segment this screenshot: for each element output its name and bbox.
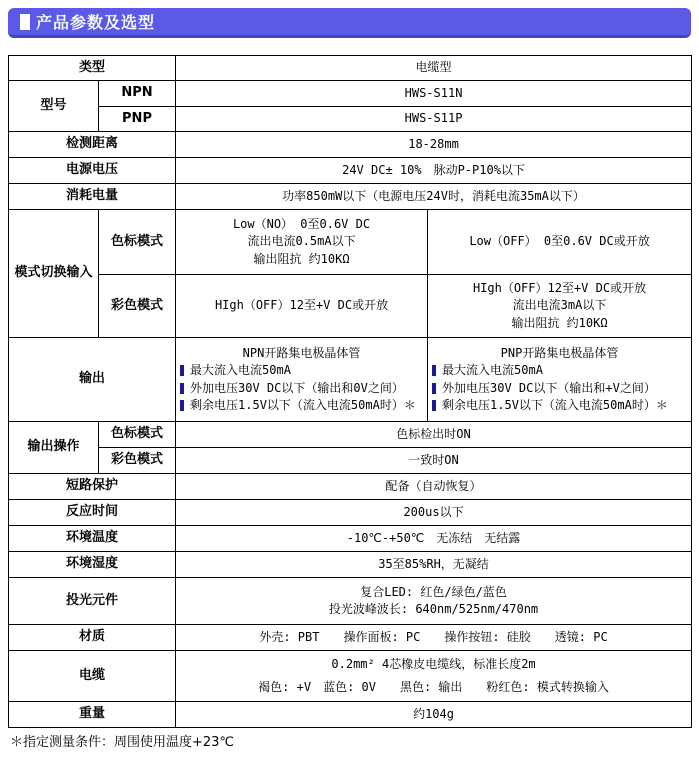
sub-label-npn: NPN — [99, 81, 176, 107]
value-emitter: 复合LED: 红色/绿色/蓝色 投光波峰波长: 640nm/525nm/470nm — [176, 578, 692, 625]
title-square-icon — [20, 14, 30, 30]
page-title: 产品参数及选型 — [36, 13, 156, 32]
value-consumption: 功率850mW以下（电源电压24V时，消耗电流35mA以下） — [176, 184, 692, 210]
value-mode-color-npn: HIgh（OFF）12至+V DC或开放 — [176, 275, 428, 338]
row-label-weight: 重量 — [9, 702, 176, 728]
row-label-emitter: 投光元件 — [9, 578, 176, 625]
value-op-colormark: 色标检出时ON — [176, 422, 692, 448]
value-weight: 约104g — [176, 702, 692, 728]
bullet-icon — [432, 400, 436, 411]
bullet-icon — [180, 400, 184, 411]
bullet-icon — [180, 383, 184, 394]
value-mode-colormark-pnp: Low（OFF） 0至0.6V DC或开放 — [428, 210, 692, 275]
row-label-cable: 电缆 — [9, 651, 176, 702]
row-label-consumption: 消耗电量 — [9, 184, 176, 210]
sub-label-op-color: 彩色模式 — [99, 448, 176, 474]
row-label-mode-input: 模式切换输入 — [9, 210, 99, 338]
table-row — [9, 210, 692, 275]
row-label-output-op: 输出操作 — [9, 422, 99, 474]
bullet-icon — [432, 383, 436, 394]
table-row — [9, 500, 692, 526]
row-label-output: 输出 — [9, 338, 176, 422]
value-voltage: 24V DC± 10% 脉动P-P10%以下 — [176, 158, 692, 184]
value-temperature: -10℃-+50℃ 无冻结 无结露 — [176, 526, 692, 552]
value-model-npn: HWS-S11N — [176, 81, 692, 107]
row-label-material: 材质 — [9, 625, 176, 651]
table-row — [9, 702, 692, 728]
row-label-model: 型号 — [9, 81, 99, 132]
sub-label-pnp: PNP — [99, 107, 176, 132]
value-distance: 18-28mm — [176, 132, 692, 158]
table-row — [9, 107, 692, 132]
table-row — [9, 132, 692, 158]
table-row — [9, 184, 692, 210]
bullet-icon — [180, 365, 184, 376]
sub-label-colormark-mode: 色标模式 — [99, 210, 176, 275]
table-row — [9, 422, 692, 448]
row-label-response: 反应时间 — [9, 500, 176, 526]
table-row — [9, 651, 692, 702]
table-row — [9, 81, 692, 107]
table-row — [9, 625, 692, 651]
value-type: 电缆型 — [176, 56, 692, 81]
output-pnp-title: PNP开路集电极晶体管 — [500, 345, 619, 360]
value-output-pnp — [428, 338, 692, 422]
table-row — [9, 158, 692, 184]
row-label-distance: 检测距离 — [9, 132, 176, 158]
value-cable: 0.2mm² 4芯橡皮电缆线，标准长度2m 褐色: +V 蓝色: 0V 黑色: 输出 粉红色: 模式转换输入 — [176, 651, 692, 702]
output-pnp-items: 最大流入电流50mA 外加电压30V DC以下（输出和+V之间） 剩余电压1.5V以下（流入电流50mA时）＊ — [432, 362, 687, 414]
table-row — [9, 526, 692, 552]
table-row — [9, 552, 692, 578]
value-model-pnp: HWS-S11P — [176, 107, 692, 132]
table-row — [9, 56, 692, 81]
bullet-icon — [432, 365, 436, 376]
table-row — [9, 474, 692, 500]
value-response: 200us以下 — [176, 500, 692, 526]
sub-label-color-mode: 彩色模式 — [99, 275, 176, 338]
value-output-npn — [176, 338, 428, 422]
sub-label-op-colormark: 色标模式 — [99, 422, 176, 448]
spec-table — [8, 55, 692, 728]
row-label-type: 类型 — [9, 56, 176, 81]
value-humidity: 35至85%RH，无凝结 — [176, 552, 692, 578]
section-title-bar — [8, 8, 691, 38]
value-material: 外壳: PBT 操作面板: PC 操作按钮: 硅胶 透镜: PC — [176, 625, 692, 651]
row-label-short-circuit: 短路保护 — [9, 474, 176, 500]
output-npn-title: NPN开路集电极晶体管 — [242, 345, 361, 360]
value-mode-color-pnp: HIgh（OFF）12至+V DC或开放 流出电流3mA以下 输出阻抗 约10KΩ — [428, 275, 692, 338]
table-row — [9, 578, 692, 625]
value-mode-colormark-npn: Low（NO） 0至0.6V DC 流出电流0.5mA以下 输出阻抗 约10KΩ — [176, 210, 428, 275]
row-label-temperature: 环境温度 — [9, 526, 176, 552]
row-label-voltage: 电源电压 — [9, 158, 176, 184]
footnote: ＊指定测量条件：周围使用温度+23℃ — [10, 735, 235, 750]
value-op-color: 一致时ON — [176, 448, 692, 474]
value-short-circuit: 配备（自动恢复） — [176, 474, 692, 500]
output-npn-items: 最大流入电流50mA 外加电压30V DC以下（输出和0V之间） 剩余电压1.5V以下（流入电流50mA时）＊ — [180, 362, 423, 414]
row-label-humidity: 环境湿度 — [9, 552, 176, 578]
table-row — [9, 275, 692, 338]
table-row — [9, 338, 692, 422]
table-row — [9, 448, 692, 474]
